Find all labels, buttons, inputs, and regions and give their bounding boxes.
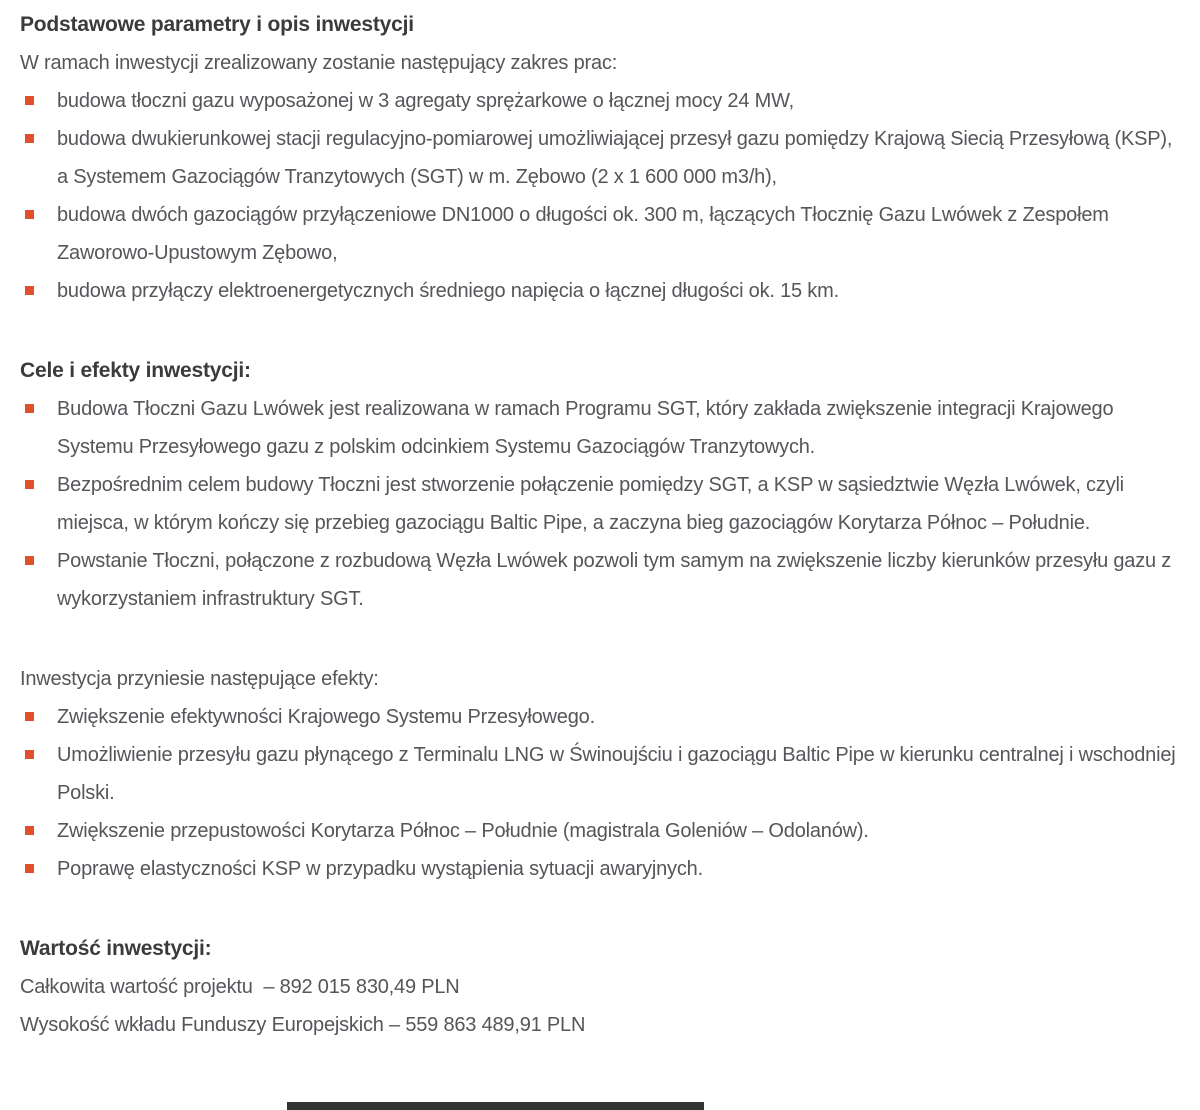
list-item-text: budowa dwukierunkowej stacji regulacyjno-pomiarowej umożliwiającej przesył gazu pomiędzy Krajową Siecią Przesyłową (KSP), a Systemem Gazociągów Tranzytowych (SGT) w m. Zębowo (2 x 1 600 000 m3/h), <box>57 128 1173 188</box>
bullet-square-icon <box>25 210 34 219</box>
bullet-square-icon <box>25 750 34 759</box>
list-item <box>20 698 1176 736</box>
section-parametry <box>20 6 1176 310</box>
section-heading: Wartość inwestycji: <box>20 937 212 960</box>
bullet-square-icon <box>25 480 34 489</box>
list-item-text: Zwiększenie efektywności Krajowego Systemu Przesyłowego. <box>57 706 595 728</box>
section-intro: W ramach inwestycji zrealizowany zostanie następujący zakres prac: <box>20 52 618 74</box>
list-item <box>20 120 1176 196</box>
list-item-text: budowa tłoczni gazu wyposażonej w 3 agregaty sprężarkowe o łącznej mocy 24 MW, <box>57 90 794 112</box>
section-cele-efekty <box>20 352 1176 618</box>
bullet-list <box>20 390 1176 618</box>
list-item-text: Poprawę elastyczności KSP w przypadku wystąpienia sytuacji awaryjnych. <box>57 858 703 880</box>
list-item <box>20 272 1176 310</box>
list-item <box>20 390 1176 466</box>
list-item-text: budowa dwóch gazociągów przyłączeniowe DN1000 o długości ok. 300 m, łączących Tłocznię Gazu Lwówek z Zespołem Zaworowo-Upustowym Zębowo, <box>57 204 1109 264</box>
list-item-text: Umożliwienie przesyłu gazu płynącego z Terminalu LNG w Świnoujściu i gazociągu Baltic Pipe w kierunku centralnej i wschodniej Polski. <box>57 744 1176 804</box>
list-item <box>20 542 1176 618</box>
list-item-text: Bezpośrednim celem budowy Tłoczni jest stworzenie połączenie pomiędzy SGT, a KSP w sąsiedztwie Węzła Lwówek, czyli miejsca, w którym kończy się przebieg gazociągu Baltic Pipe, a zaczyna bieg gazociągów Korytarza Północ – Południe. <box>57 474 1124 534</box>
bullet-square-icon <box>25 556 34 565</box>
list-item-text: Zwiększenie przepustowości Korytarza Północ – Południe (magistrala Goleniów – Odolanów). <box>57 820 869 842</box>
list-item <box>20 466 1176 542</box>
list-item <box>20 812 1176 850</box>
bottom-dark-bar <box>287 1102 704 1110</box>
section-heading: Cele i efekty inwestycji: <box>20 359 251 382</box>
section-wartosc <box>20 930 1176 1044</box>
section-efekty-lista <box>20 660 1176 888</box>
list-item <box>20 82 1176 120</box>
bullet-square-icon <box>25 96 34 105</box>
list-item <box>20 736 1176 812</box>
bullet-square-icon <box>25 712 34 721</box>
list-item <box>20 850 1176 888</box>
bullet-square-icon <box>25 286 34 295</box>
bullet-square-icon <box>25 404 34 413</box>
list-item <box>20 196 1176 272</box>
bullet-square-icon <box>25 134 34 143</box>
section-heading: Podstawowe parametry i opis inwestycji <box>20 13 414 36</box>
bullet-list <box>20 698 1176 888</box>
bullet-square-icon <box>25 826 34 835</box>
list-item-text: Budowa Tłoczni Gazu Lwówek jest realizowana w ramach Programu SGT, który zakłada zwiększenie integracji Krajowego Systemu Przesyłowego gazu z polskim odcinkiem Systemu Gazociągów Tranzytowych. <box>57 398 1114 458</box>
bullet-square-icon <box>25 864 34 873</box>
bullet-list <box>20 82 1176 310</box>
section-intro: Inwestycja przyniesie następujące efekty: <box>20 668 379 690</box>
list-item-text: Powstanie Tłoczni, połączone z rozbudową Węzła Lwówek pozwoli tym samym na zwiększenie liczby kierunków przesyłu gazu z wykorzystaniem infrastruktury SGT. <box>57 550 1172 610</box>
list-item-text: budowa przyłączy elektroenergetycznych średniego napięcia o łącznej długości ok. 15 km. <box>57 280 839 302</box>
value-line: Całkowita wartość projektu – 892 015 830,49 PLN <box>20 976 460 998</box>
value-line: Wysokość wkładu Funduszy Europejskich – 559 863 489,91 PLN <box>20 1014 586 1036</box>
